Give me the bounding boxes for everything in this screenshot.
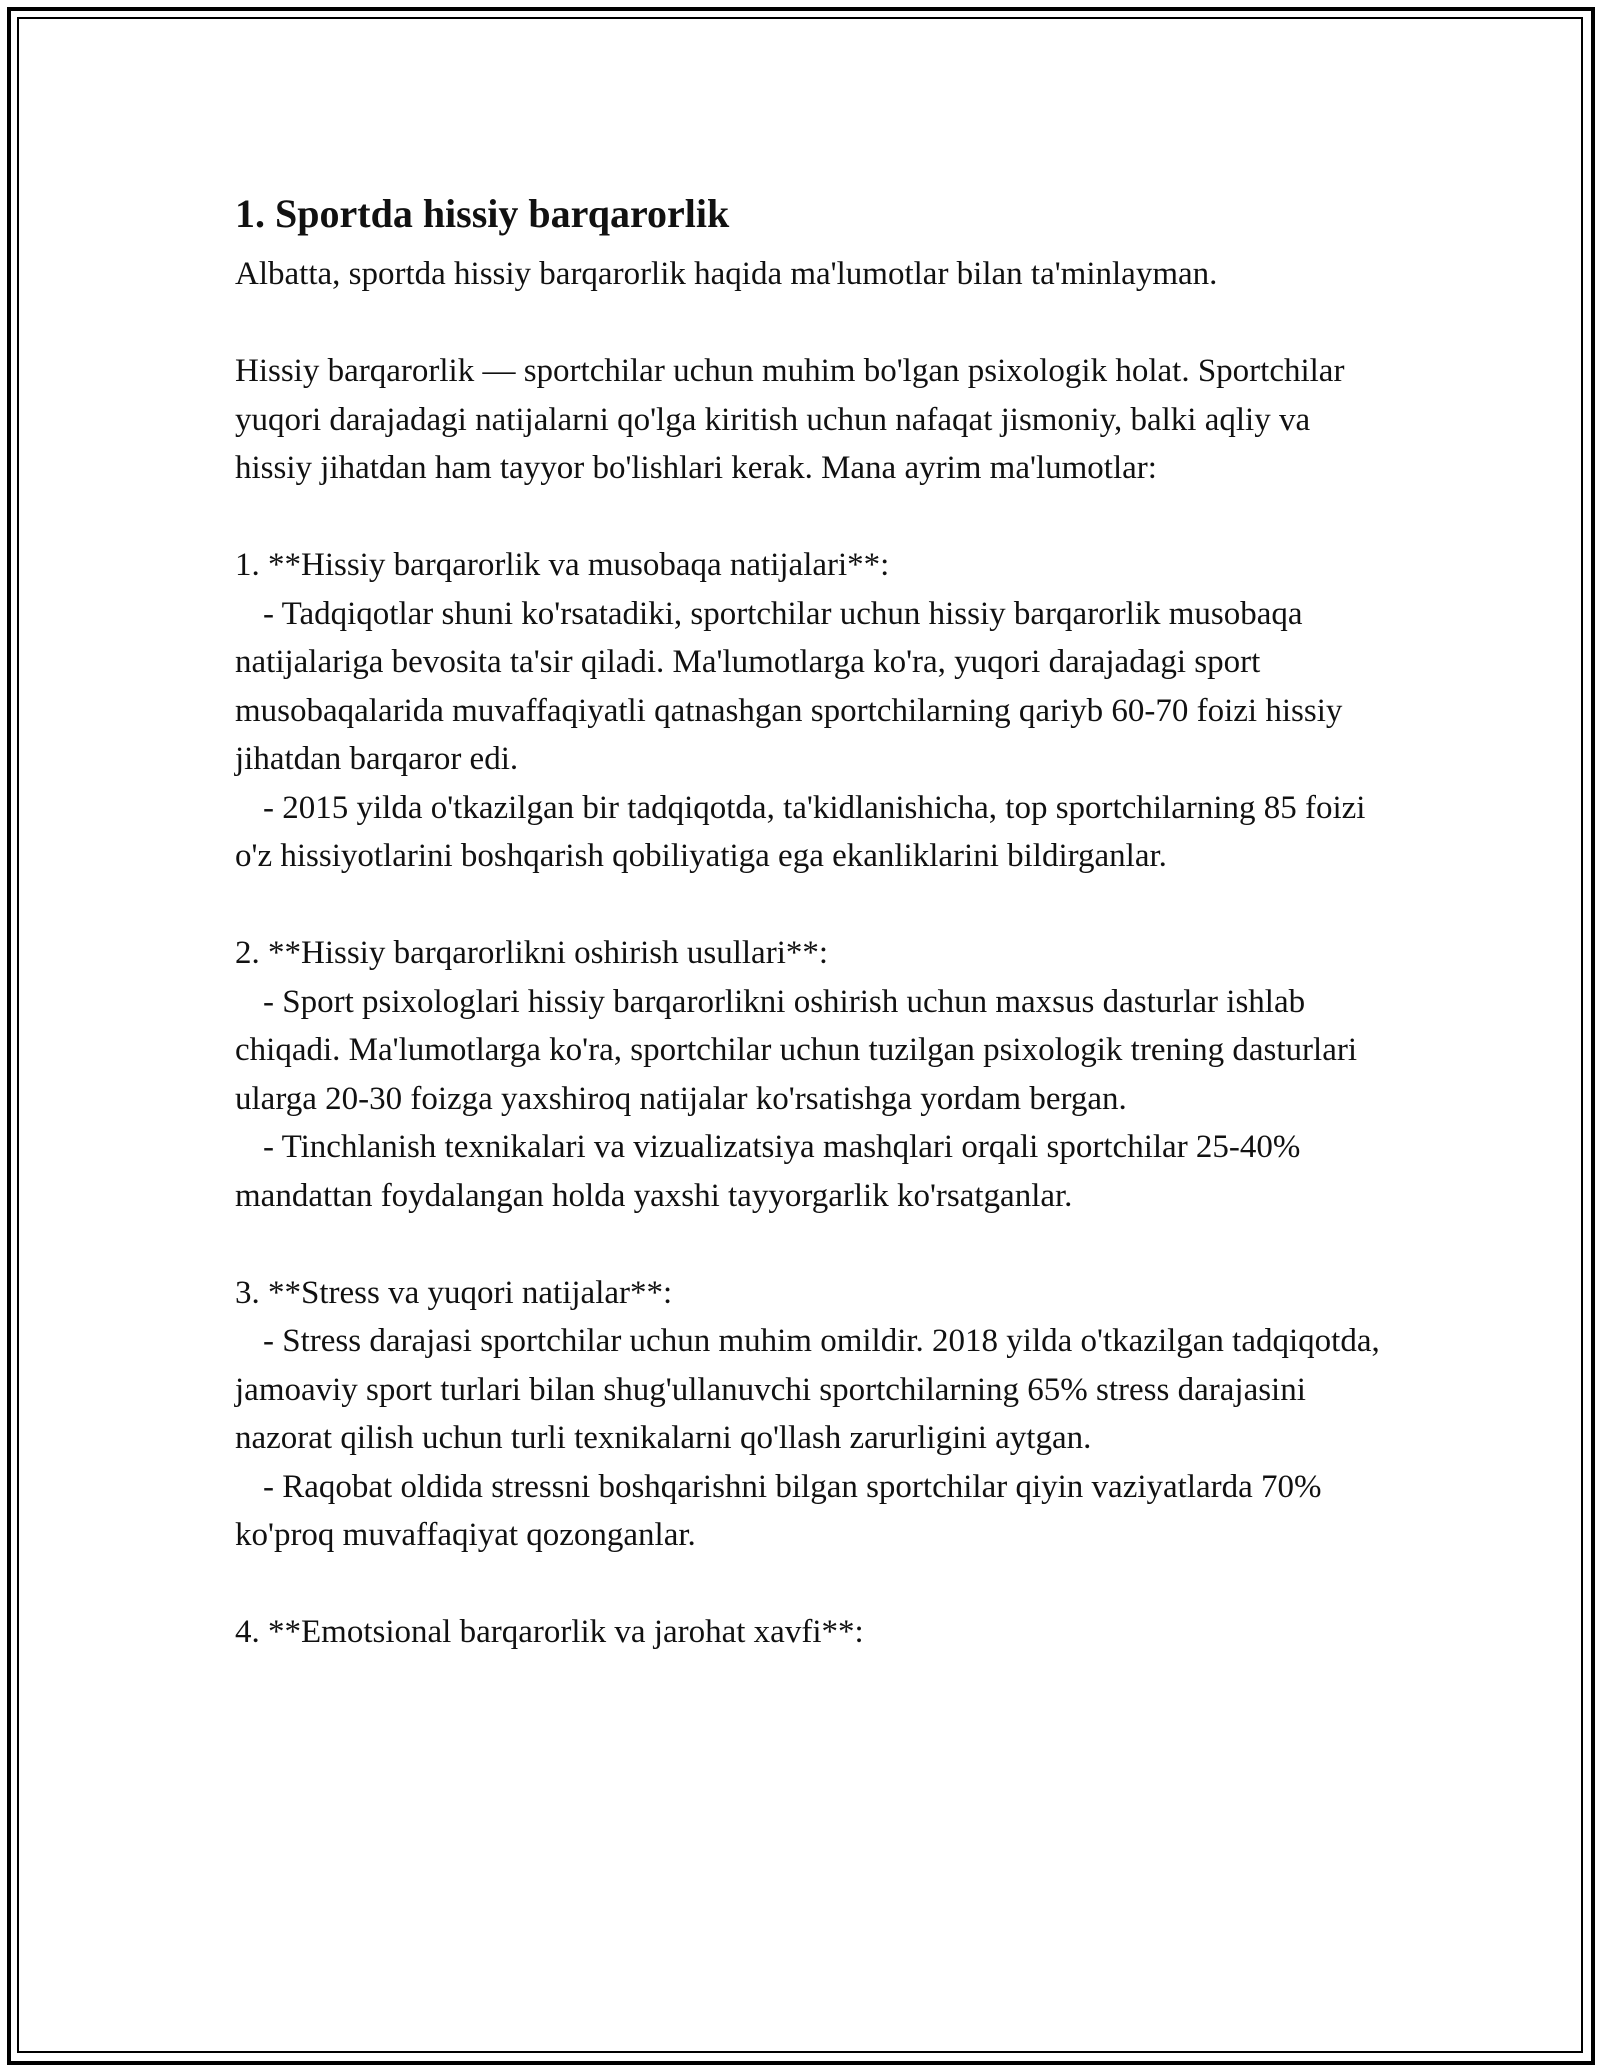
section-point: - 2015 yilda o'tkazilgan bir tadqiqotda, ta'kidlanishicha, top sportchilarning 85 foizi o'z hissiyotlarini boshqarish qobiliyatiga ega ekanliklarini bildirganlar. (235, 789, 1366, 874)
section-point: - Tinchlanish texnikalari va vizualizatsiya mashqlari orqali sportchilar 25-40% mandattan foydalangan holda yaxshi tayyorgarlik ko'rsatganlar. (235, 1129, 1301, 1214)
spacer (235, 493, 1385, 542)
spacer (235, 881, 1385, 930)
body-paragraph: Hissiy barqarorlik — sportchilar uchun muhim bo'lgan psixologik holat. Sportchilar yuqori darajadagi natijalarni qo'lga kiritish uchun nafaqat jismoniy, balki aqliy va hissiy jihatdan ham tayyor bo'lishlari kerak. Mana ayrim ma'lumotlar: (235, 353, 1345, 486)
section-heading: 1. **Hissiy barqarorlik va musobaqa natijalari**: (235, 547, 890, 583)
section-point: - Tadqiqotlar shuni ko'rsatadiki, sportchilar uchun hissiy barqarorlik musobaqa natijalariga bevosita ta'sir qiladi. Ma'lumotlarga ko'ra, yuqori darajadagi sport musobaqalarida muvaffaqiyatli qatnashgan sportchilarning qariyb 60-70 foizi hissiy jihatdan barqaror edi. (235, 595, 1343, 777)
spacer (235, 1560, 1385, 1609)
intro-paragraph: Albatta, sportda hissiy barqarorlik haqida ma'lumotlar bilan ta'minlayman. (235, 256, 1218, 292)
spacer (235, 299, 1385, 348)
section-point: - Sport psixologlari hissiy barqarorlikni oshirish uchun maxsus dasturlar ishlab chiqadi. Ma'lumotlarga ko'ra, sportchilar uchun tuzilgan psixologik trening dasturlari ularga 20-30 foizga yaxshiroq natijalar ko'rsatishga yordam bergan. (235, 983, 1358, 1117)
section-heading: 2. **Hissiy barqarorlikni oshirish usullari**: (235, 935, 829, 971)
document-title: 1. Sportda hissiy barqarorlik (235, 191, 730, 236)
spacer (235, 1220, 1385, 1269)
section-point: - Raqobat oldida stressni boshqarishni bilgan sportchilar qiyin vaziyatlarda 70% ko'proq muvaffaqiyat qozonganlar. (235, 1468, 1322, 1553)
section-heading: 3. **Stress va yuqori natijalar**: (235, 1274, 673, 1311)
document-page (235, 188, 1385, 1657)
section-heading: 4. **Emotsional barqarorlik va jarohat xavfi**: (235, 1614, 864, 1650)
section-point: - Stress darajasi sportchilar uchun muhim omildir. 2018 yilda o'tkazilgan tadqiqotda, jamoaviy sport turlari bilan shug'ullanuvchi sportchilarning 65% stress darajasini nazorat qilish uchun turli texnikalarni qo'llash zarurligini aytgan. (235, 1323, 1380, 1456)
